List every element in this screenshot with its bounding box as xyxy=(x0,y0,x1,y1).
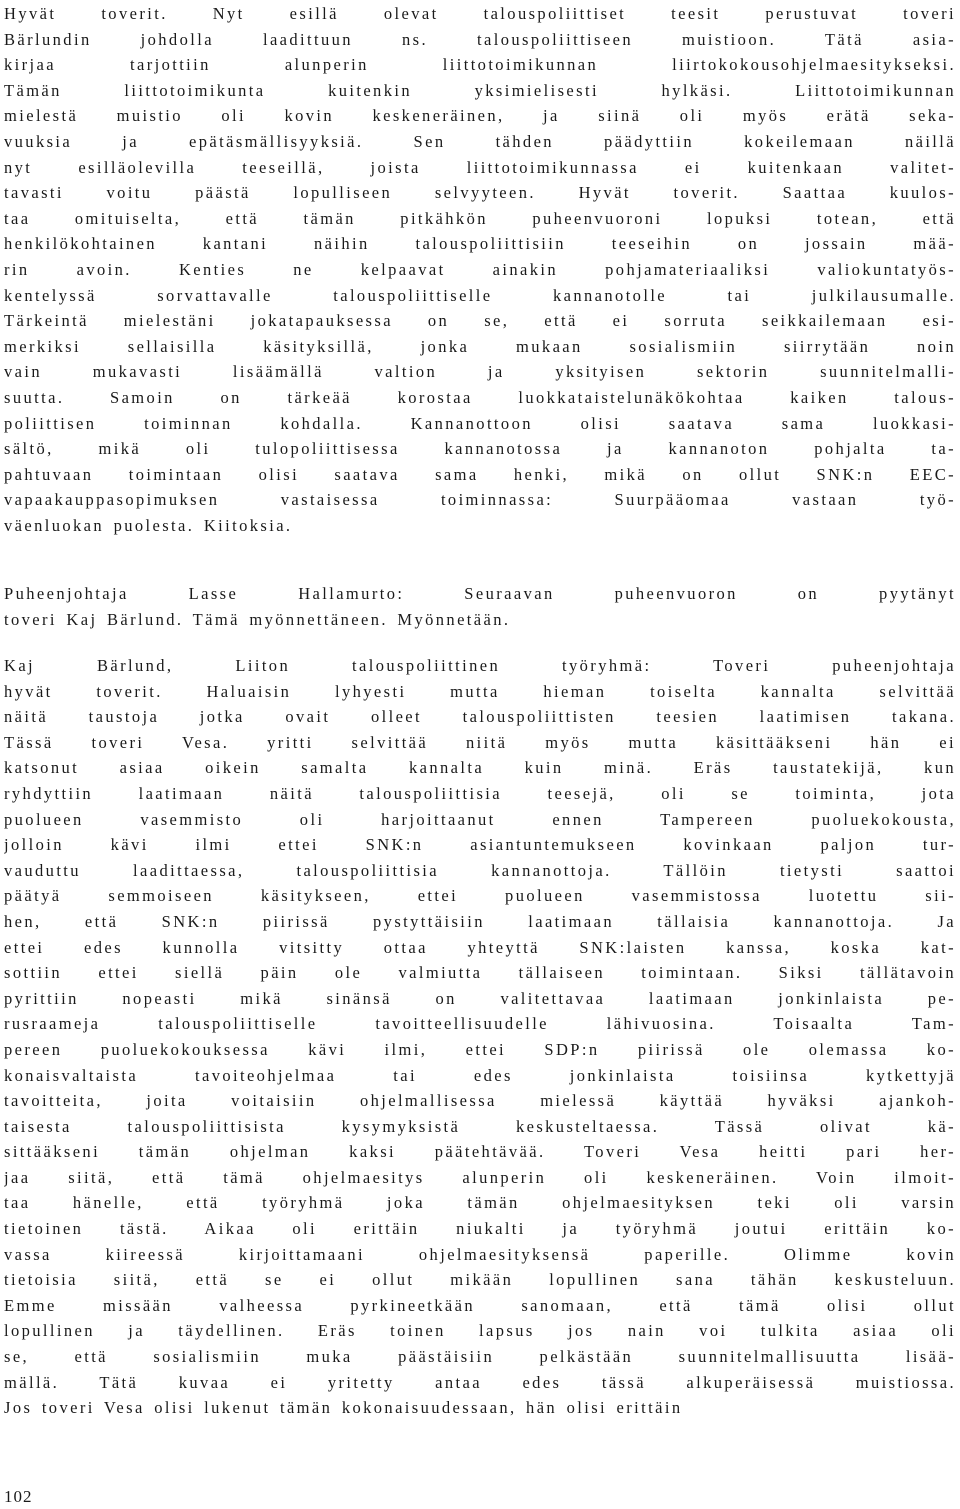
text-line: pahtuvaan toimintaan olisi saatava sama henki, mikä on ollut SNK:n EEC- xyxy=(4,464,956,484)
text-line: se, että sosialismiin muka päästäisiin pelkästään suunnitelmallisuutta lisää- xyxy=(4,1347,956,1367)
text-line: pereen puoluekokouksessa kävi ilmi, ettei SDP:n piirissä ole olemassa ko- xyxy=(4,1039,956,1059)
text-line: sittääkseni tämän ohjelman kaksi päätehtävää. Toveri Vesa heitti pari her- xyxy=(4,1142,956,1162)
paragraph-speech-continuation xyxy=(4,1,956,538)
document-page xyxy=(4,0,956,1509)
text-line: vauduttu laadittaessa, talouspoliittisia kannanottoja. Tällöin tietysti saattoi xyxy=(4,860,956,880)
text-line: Tämän liittotoimikunta kuitenkin yksimielisesti hylkäsi. Liittotoimikunnan xyxy=(4,80,956,100)
text-line: väenluokan puolesta. Kiitoksia. xyxy=(4,515,293,535)
text-line: katsonut asiaa oikein samalta kannalta kuin minä. Eräs taustatekijä, kun xyxy=(4,758,956,778)
text-line: vain mukavasti lisäämällä valtion ja yksityisen sektorin suunnitelmalli- xyxy=(4,362,956,382)
text-line: vapaakauppasopimuksen vastaisessa toiminnassa: Suurpääomaa vastaan työ- xyxy=(4,490,956,510)
text-line: ettei edes kunnolla vitsitty ottaa yhteyttä SNK:laisten kanssa, koska kat- xyxy=(4,937,956,957)
text-line: tavasti voitu päästä lopulliseen selvyyteen. Hyvät toverit. Saattaa kuulos- xyxy=(4,183,956,203)
text-line: Tässä toveri Vesa. yritti selvittää niitä myös mutta käsittääkseni hän ei xyxy=(4,732,956,752)
text-line: jaa siitä, että tämä ohjelmaesitys alunperin oli keskeneräinen. Voin ilmoit- xyxy=(4,1167,956,1187)
text-line: Jos toveri Vesa olisi lukenut tämän kokonaisuudessaan, hän olisi erittäin xyxy=(4,1398,683,1418)
text-line: puolueen vasemmisto oli harjoittaanut ennen Tampereen puoluekokousta, xyxy=(4,809,956,829)
text-line: merkiksi sellaisilla käsityksillä, jonka mukaan sosialismiin siirrytään noin xyxy=(4,336,956,356)
paragraph-barlund-speech xyxy=(4,653,956,1421)
text-line: näitä taustoja jotka ovait olleet talouspoliittisten teesien laatimisen takana. xyxy=(4,707,956,727)
text-line: hyvät toverit. Haluaisin lyhyesti mutta hieman toiselta kannalta selvittää xyxy=(4,681,956,701)
text-line: nyt esilläolevilla teeseillä, joista liittotoimikunnassa ei kuitenkaan valitet- xyxy=(4,157,956,177)
page-number: 102 xyxy=(4,1487,33,1506)
text-line: ryhdyttiin laatimaan näitä talouspoliittisia teesejä, oli se toiminta, jota xyxy=(4,783,956,803)
text-line: hen, että SNK:n piirissä pystyttäisiin laatimaan tällaisia kannanottoja. Ja xyxy=(4,911,956,931)
text-line: Tärkeintä mielestäni jokatapauksessa on se, että ei sorruta seikkailemaan esi- xyxy=(4,311,956,331)
text-line: Puheenjohtaja Lasse Hallamurto: Seuraavan puheenvuoron on pyytänyt xyxy=(4,584,956,603)
text-line: vassa kiireessä kirjoittamaani ohjelmaesityksensä paperille. Olimme kovin xyxy=(4,1244,956,1264)
text-line: poliittisen toiminnan kohdalla. Kannanottoon olisi saatava sama luokkasi- xyxy=(4,413,956,433)
text-line: tietoisia siitä, että se ei ollut mikään lopullinen sana tähän keskusteluun. xyxy=(4,1270,956,1290)
text-line: tietoinen tästä. Aikaa oli erittäin niukalti ja työryhmä joutui erittäin ko- xyxy=(4,1219,956,1239)
text-line: toveri Kaj Bärlund. Tämä myönnettäneen. Myönnetään. xyxy=(4,609,511,629)
text-line: kentelyssä sorvattavalle talouspoliittiselle kannanotolle tai julkilausumalle. xyxy=(4,285,956,305)
text-line: rusraameja talouspoliittiselle tavoitteellisuudelle lähivuosina. Toisaalta Tam- xyxy=(4,1014,956,1034)
text-line: mällä. Tätä kuvaa ei yritetty antaa edes tässä alkuperäisessä muistiossa. xyxy=(4,1372,956,1392)
text-line: Kaj Bärlund, Liiton talouspoliittinen työryhmä: Toveri puheenjohtaja xyxy=(4,656,956,675)
text-line: henkilökohtainen kantani näihin talouspoliittisiin teeseihin on jossain mää- xyxy=(4,234,956,254)
text-line: vuuksia ja epätäsmällisyyksiä. Sen tähden päädyttiin kokeilemaan näillä xyxy=(4,131,956,151)
text-line: taa omituiselta, että tämän pitkähkön puheenvuoroni lopuksi totean, että xyxy=(4,208,956,228)
paragraph-chairman-remark xyxy=(4,581,956,632)
text-line: sältö, mikä oli tulopoliittisessa kannanotossa ja kannanoton pohjalta ta- xyxy=(4,439,956,459)
text-line: sottiin ettei siellä päin ole valmiutta tällaiseen toimintaan. Siksi tällätavoin xyxy=(4,963,956,983)
text-line: konaisvaltaista tavoiteohjelmaa tai edes jonkinlaista toisiinsa kytkettyjä xyxy=(4,1065,956,1085)
text-line: pyrittiin nopeasti mikä sinänsä on valitettavaa laatimaan jonkinlaista pe- xyxy=(4,988,956,1008)
text-line: jolloin kävi ilmi ettei SNK:n asiantuntemukseen kovinkaan paljon tur- xyxy=(4,835,956,855)
text-line: rin avoin. Kenties ne kelpaavat ainakin pohjamateriaaliksi valiokuntatyös- xyxy=(4,259,956,279)
text-line: taa hänelle, että työryhmä joka tämän ohjelmaesityksen teki oli varsin xyxy=(4,1193,956,1213)
text-line: lopullinen ja täydellinen. Eräs toinen lapsus jos nain voi tulkita asiaa oli xyxy=(4,1321,956,1341)
text-line: kirjaa tarjottiin alunperin liittotoimikunnan liirtokokousohjelmaesitykseksi. xyxy=(4,55,956,75)
text-line: Hyvät toverit. Nyt esillä olevat talouspoliittiset teesit perustuvat toveri xyxy=(4,4,956,23)
text-line: tavoitteita, joita voitaisiin ohjelmallisessa mielessä käyttää hyväksi ajankoh- xyxy=(4,1091,956,1111)
text-line: mielestä muistio oli kovin keskeneräinen, ja siinä oli myös erätä seka- xyxy=(4,106,956,126)
text-line: Bärlundin johdolla laadittuun ns. talouspoliittiseen muistioon. Tätä asia- xyxy=(4,29,956,49)
text-line: päätyä semmoiseen käsitykseen, ettei puolueen vasemmistossa luotettu sii- xyxy=(4,886,956,906)
text-line: suutta. Samoin on tärkeää korostaa luokkataistelunäkökohtaa kaiken talous- xyxy=(4,387,956,407)
text-line: Emme missään valheessa pyrkineetkään sanomaan, että tämä olisi ollut xyxy=(4,1295,956,1315)
text-line: taisesta talouspoliittisista kysymyksistä keskusteltaessa. Tässä olivat kä- xyxy=(4,1116,956,1136)
